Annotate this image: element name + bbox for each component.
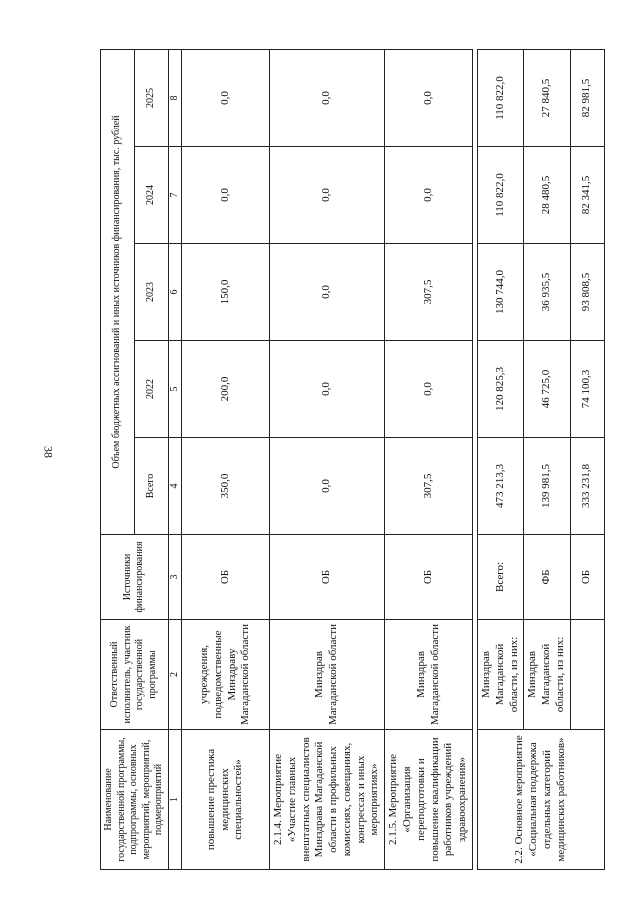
value-cell: 0,0: [270, 147, 385, 244]
value-cell: 0,0: [385, 341, 473, 438]
column-index: 1: [168, 730, 182, 870]
value-cell: 120 825,3: [478, 341, 524, 438]
row-executor: Минздрав Магаданской области: [385, 620, 473, 730]
page-number: 38: [41, 446, 56, 458]
row-source: ОБ: [270, 535, 385, 620]
value-cell: 74 100,3: [570, 341, 604, 438]
value-cell: 82 981,5: [570, 49, 604, 146]
value-cell: 0,0: [270, 244, 385, 341]
header-year: 2024: [134, 147, 168, 244]
column-index: 8: [168, 49, 182, 146]
row-source: ОБ: [385, 535, 473, 620]
table-row: [270, 49, 385, 869]
value-cell: 0,0: [270, 49, 385, 146]
group-name: 2.2. Основное мероприятие «Социальная поддержка отдельных категорий медицинских работников»: [478, 730, 605, 870]
value-cell: 473 213,3: [478, 438, 524, 535]
row-source: ФБ: [524, 535, 570, 620]
header-year: Всего: [134, 438, 168, 535]
row-executor: [570, 620, 604, 730]
column-index: 2: [168, 620, 182, 730]
value-cell: 93 808,5: [570, 244, 604, 341]
value-cell: 139 981,5: [524, 438, 570, 535]
header-executor: Ответственный исполнитель, участник государственной программы: [101, 620, 169, 730]
table-row: [182, 49, 270, 869]
value-cell: 200,0: [182, 341, 270, 438]
value-cell: 0,0: [270, 341, 385, 438]
value-cell: 110 822,0: [478, 49, 524, 146]
row-executor: Минздрав Магаданской области: [270, 620, 385, 730]
column-index-row: [168, 49, 182, 869]
column-index: 6: [168, 244, 182, 341]
column-index: 4: [168, 438, 182, 535]
column-index: 5: [168, 341, 182, 438]
funding-table-rotated: [100, 30, 620, 870]
header-name: Наименование государственной программы, подпрограммы, основных мероприятий, мероприятий, подмероприятий: [101, 730, 169, 870]
column-index: 3: [168, 535, 182, 620]
funding-table: [100, 49, 605, 870]
row-source: ОБ: [570, 535, 604, 620]
row-executor: учреждения, подведомственные Минздраву Магаданской области: [182, 620, 270, 730]
value-cell: 0,0: [182, 147, 270, 244]
row-source: ОБ: [182, 535, 270, 620]
header-source: Источники финансирования: [101, 535, 169, 620]
row-name: 2.1.4. Мероприятие «Участие главных внештатных специалистов Минздрава Магаданской области в профильных комиссиях, совещаниях, конгрессах и иных мероприятиях»: [270, 730, 385, 870]
row-name: 2.1.5. Мероприятие «Организация переподготовки и повышение квалификации работников учреждений здравоохранения»: [385, 730, 473, 870]
value-cell: 350,0: [182, 438, 270, 535]
header-year: 2022: [134, 341, 168, 438]
value-cell: 307,5: [385, 244, 473, 341]
value-cell: 0,0: [385, 147, 473, 244]
table-row: [385, 49, 473, 869]
row-executor: Минздрав Магаданской области, из них:: [524, 620, 570, 730]
value-cell: 333 231,8: [570, 438, 604, 535]
value-cell: 150,0: [182, 244, 270, 341]
value-cell: 0,0: [385, 49, 473, 146]
value-cell: 0,0: [182, 49, 270, 146]
row-name: повышение престижа медицинских специальностей»: [182, 730, 270, 870]
value-cell: 46 725,0: [524, 341, 570, 438]
row-source: Всего:: [478, 535, 524, 620]
value-cell: 307,5: [385, 438, 473, 535]
value-cell: 130 744,0: [478, 244, 524, 341]
header-year: 2023: [134, 244, 168, 341]
value-cell: 0,0: [270, 438, 385, 535]
value-cell: 82 341,5: [570, 147, 604, 244]
value-cell: 36 935,5: [524, 244, 570, 341]
table-row: [478, 49, 524, 869]
value-cell: 28 480,5: [524, 147, 570, 244]
value-cell: 110 822,0: [478, 147, 524, 244]
column-index: 7: [168, 147, 182, 244]
header-funding: Объем бюджетных ассигнований и иных источников финансирования, тыс. рублей: [101, 49, 135, 534]
value-cell: 27 840,5: [524, 49, 570, 146]
header-year: 2025: [134, 49, 168, 146]
row-executor: Минздрав Магаданской области, из них:: [478, 620, 524, 730]
